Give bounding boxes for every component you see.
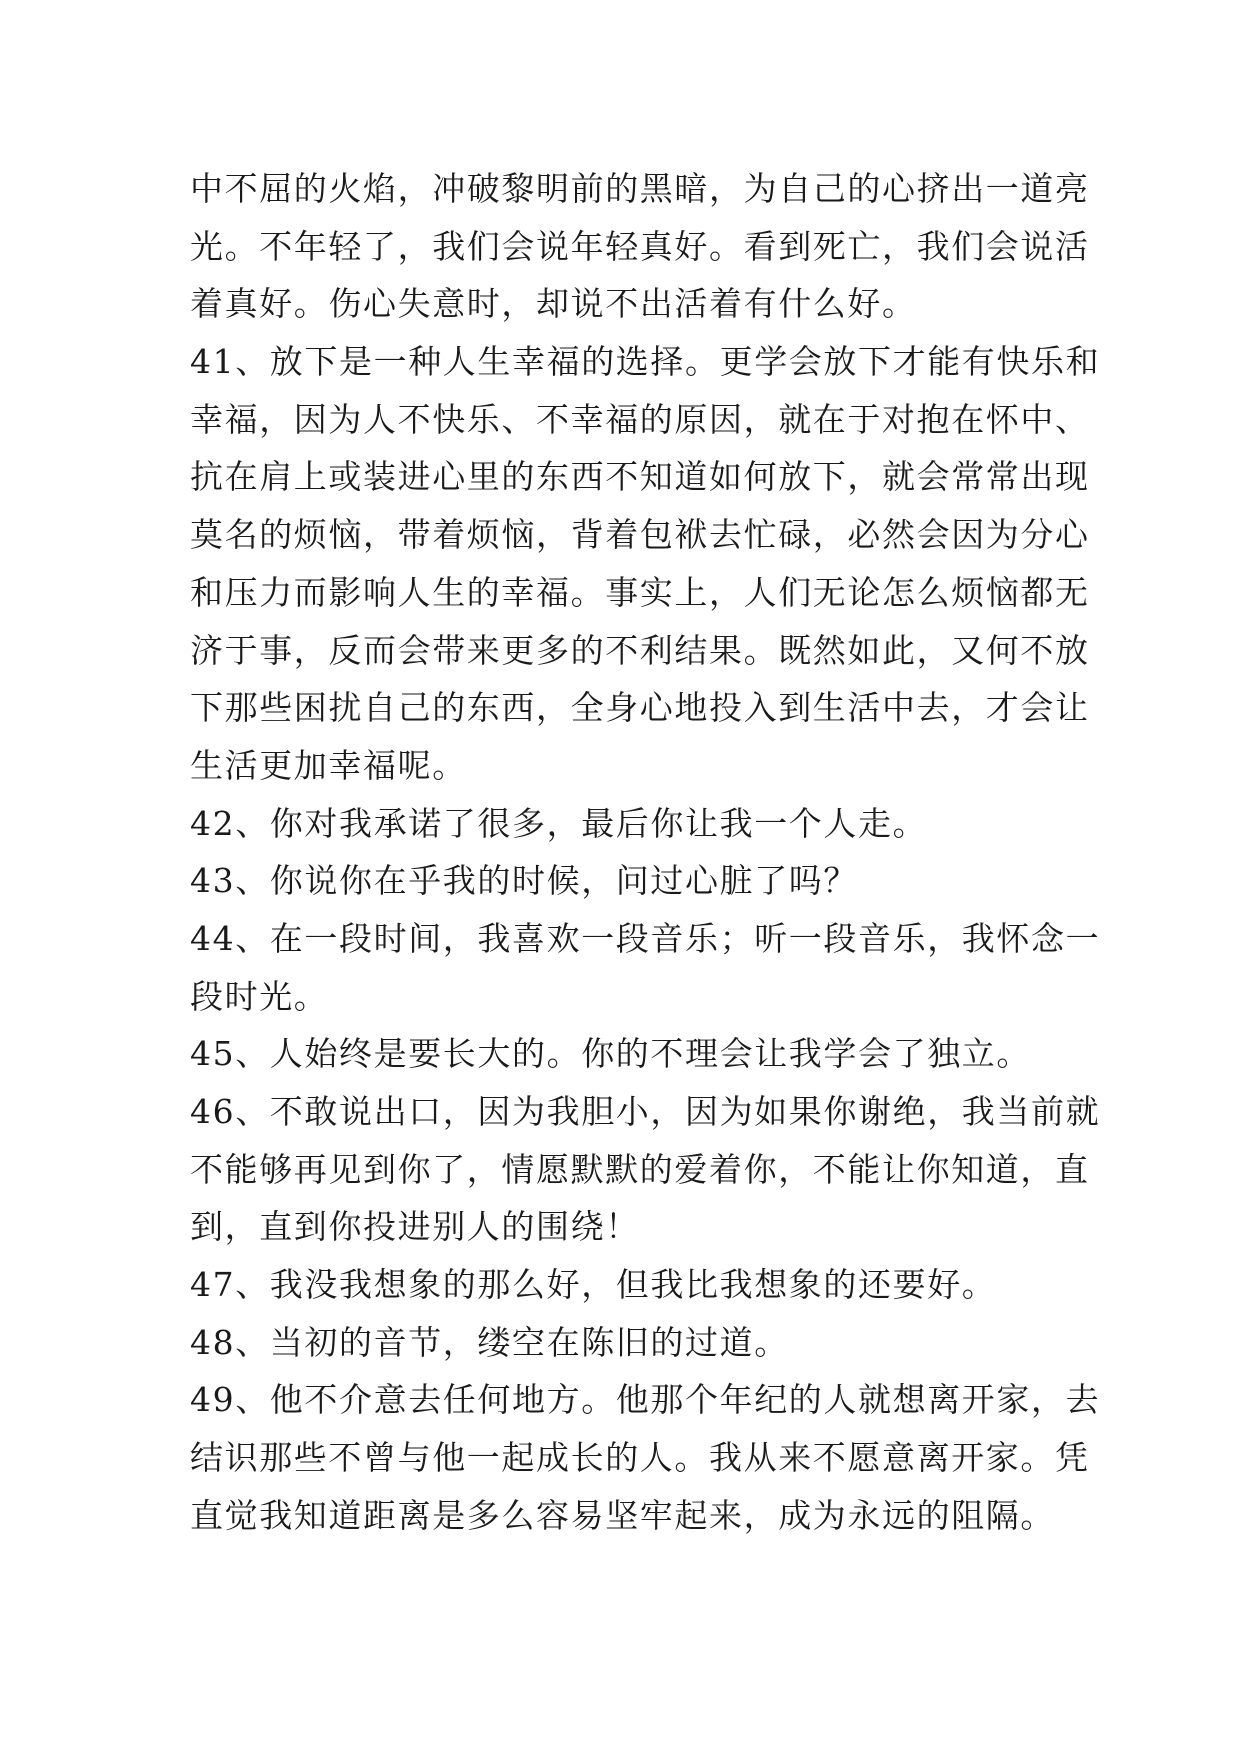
text-line: 和压力而影响人生的幸福。事实上，人们无论怎么烦恼都无	[190, 572, 1090, 612]
text-line: 生活更加幸福呢。	[190, 745, 467, 785]
text-line: 44、在一段时间，我喜欢一段音乐；听一段音乐，我怀念一	[190, 918, 1101, 958]
text-line: 47、我没我想象的那么好，但我比我想象的还要好。	[190, 1265, 997, 1305]
document-page	[190, 160, 1101, 1545]
text-line: 不能够再见到你了，情愿默默的爱着你，不能让你知道，直	[190, 1149, 1090, 1189]
text-line: 到，直到你投进别人的围绕！	[190, 1207, 640, 1247]
text-line: 莫名的烦恼，带着烦恼，背着包袱去忙碌，必然会因为分心	[190, 515, 1090, 555]
text-line: 49、他不介意去任何地方。他那个年纪的人就想离开家，去	[190, 1380, 1101, 1420]
text-line: 42、你对我承诺了很多，最后你让我一个人走。	[190, 803, 928, 843]
text-line: 着真好。伤心失意时，却说不出活着有什么好。	[190, 284, 917, 324]
text-line: 48、当初的音节，缕空在陈旧的过道。	[190, 1322, 789, 1362]
text-line: 抗在肩上或装进心里的东西不知道如何放下，就会常常出现	[190, 457, 1090, 497]
text-line: 光。不年轻了，我们会说年轻真好。看到死亡，我们会说活	[190, 226, 1090, 266]
text-line: 下那些困扰自己的东西，全身心地投入到生活中去，才会让	[190, 688, 1090, 728]
text-line: 43、你说你在乎我的时候，问过心脏了吗？	[190, 861, 858, 901]
text-line: 直觉我知道距离是多么容易坚牢起来，成为永远的阻隔。	[190, 1495, 1055, 1535]
text-line: 幸福，因为人不快乐、不幸福的原因，就在于对抱在怀中、	[190, 399, 1090, 439]
text-line: 结识那些不曾与他一起成长的人。我从来不愿意离开家。凭	[190, 1438, 1090, 1478]
text-line: 46、不敢说出口，因为我胆小，因为如果你谢绝，我当前就	[190, 1092, 1101, 1131]
text-line: 中不屈的火焰，冲破黎明前的黑暗，为自己的心挤出一道亮	[190, 169, 1090, 208]
text-line: 41、放下是一种人生幸福的选择。更学会放下才能有快乐和	[190, 342, 1101, 382]
text-line: 45、人始终是要长大的。你的不理会让我学会了独立。	[190, 1034, 1031, 1074]
text-line: 段时光。	[190, 976, 329, 1016]
text-line: 济于事，反而会带来更多的不利结果。既然如此，又何不放	[190, 630, 1090, 670]
